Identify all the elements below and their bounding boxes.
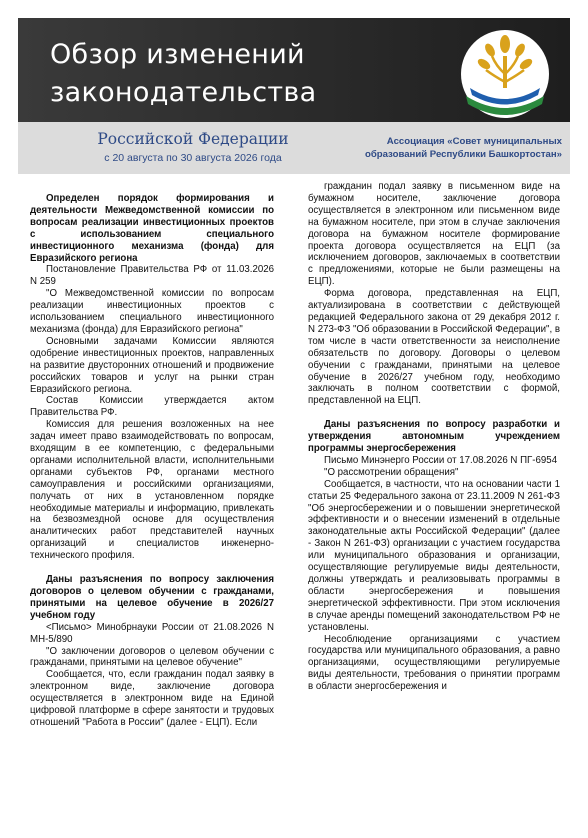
body-paragraph: Состав Комиссии утверждается актом Правительства РФ. [30,395,274,419]
body-paragraph: Форма договора, представленная на ЕЦП, актуализирована в соответствии с действующей редакцией Федерального закона от 29 декабря 2012 г. N 273-ФЗ "Об образовании в Российской Федерации", в том числе в части ответственности за неисполнение обязательств по договору. Договоры о целевом обучении с гражданами, принятыми на целевое обучение в 2026/27 учебном году, необходимо заключать в полном соответствии с формой, представленной на ЕЦП. [308,288,560,407]
body-paragraph: Сообщается, что, если гражданин подал заявку в электронном виде, заключение договора осуществляется в электронном виде на Единой цифровой платформе в сфере занятости и трудовых отношений "Работа в России" (далее - ЕЦП). Если [30,669,274,728]
body-paragraph: Комиссия для решения возложенных на нее задач имеет право взаимодействовать по вопросам, входящим в ее компетенцию, с федеральными органами исполнительной власти, исполнительными органами субъектов РФ, органами местного самоуправления и российскими организациями, получать от них в установленном порядке необходимые материалы и информацию, привлекать на безвозмездной основе для осуществления аналитических работ представителей научных организаций и специалистов инженерно-технического профиля. [30,419,274,562]
reference-paragraph: гражданин подал заявку в письменном виде на бумажном носителе, заключение договора осуществляется в электронном или письменном виде на бумажном носителе, при этом в случае заключения договора на бумажном носителе формирование проекта договора осуществляется на ЕЦП (за исключением договоров, заключаемых в соответствии с предложениями, которые не были размещены на ЕЦП). [308,181,560,288]
subheader-bar [18,122,570,174]
title-line-1: Обзор изменений [50,39,305,70]
section-gap [308,407,560,419]
section-heading: Даны разъяснения по вопросу заключения договоров о целевом обучении с гражданами, принятыми на целевое обучение в 2026/27 учебном году [30,574,274,621]
reference-paragraph: "О заключении договоров о целевом обучении с гражданами, принятыми на целевое обучение" [30,645,274,669]
date-range: с 20 августа по 30 августа 2026 года [104,152,282,164]
bashkortostan-flower-emblem-icon [446,22,564,134]
association-line-1: Ассоциация «Совет муниципальных [386,136,562,147]
reference-paragraph: Постановление Правительства РФ от 11.03.2026 N 259 [30,264,274,288]
left-column [30,193,274,729]
body-paragraph: Сообщается, в частности, что на основании части 1 статьи 25 Федерального закона от 23.11.2009 N 261-ФЗ "Об энергосбережении и о повышении энергетической эффективности и о внесении изменений в отдельные законодательные акты Российской Федерации" (далее - Закон N 261-ФЗ) организации с участием государства или муниципального образования и организации, осуществляющие регулируемые виды деятельности, должны утверждать и реализовывать программы в области энергосбережения и повышения энергетической эффективности. При этом исключения в случае аренды помещений законодательством РФ не установлены. [308,478,560,633]
body-paragraph: Несоблюдение организациями с участием государства или муниципального образования, а равно организациями, осуществляющими регулируемые виды деятельности, требования о принятии программ в области энергосбережения и [308,633,560,693]
section-heading: Определен порядок формирования и деятельности Межведомственной комиссии по вопросам реализации инвестиционных проектов с использованием специального инвестиционного механизма (фонда) для Евразийского региона [30,193,274,264]
reference-paragraph: "О Межведомственной комиссии по вопросам реализации инвестиционных проектов с использованием специального инвестиционного механизма (фонда) для Евразийского региона" [30,288,274,335]
reference-paragraph: "О рассмотрении обращения" [324,466,459,478]
body-paragraph: Основными задачами Комиссии являются одобрение инвестиционных проектов, направленных на развитие двусторонних отношений и продвижение российских товаров и услуг на рынки стран Евразийского региона. [30,335,274,395]
region-title: Российской Федерации [97,130,289,148]
association-line-2: образований Республики Башкортостан» [364,149,562,160]
section-heading: Даны разъяснения по вопросу разработки и утверждения автономным учреждением программы энергосбережения [308,419,560,455]
reference-paragraph: Письмо Минэнерго России от 17.08.2026 N ПГ-6954 [324,454,558,466]
reference-paragraph: <Письмо> Минобрнауки России от 21.08.2026 N МН-5/890 [30,621,274,645]
page-title [50,36,316,112]
title-line-2: законодательства [50,77,317,108]
association-name [348,135,562,161]
section-gap [30,562,274,574]
header-banner [18,18,570,122]
right-column [308,181,560,693]
